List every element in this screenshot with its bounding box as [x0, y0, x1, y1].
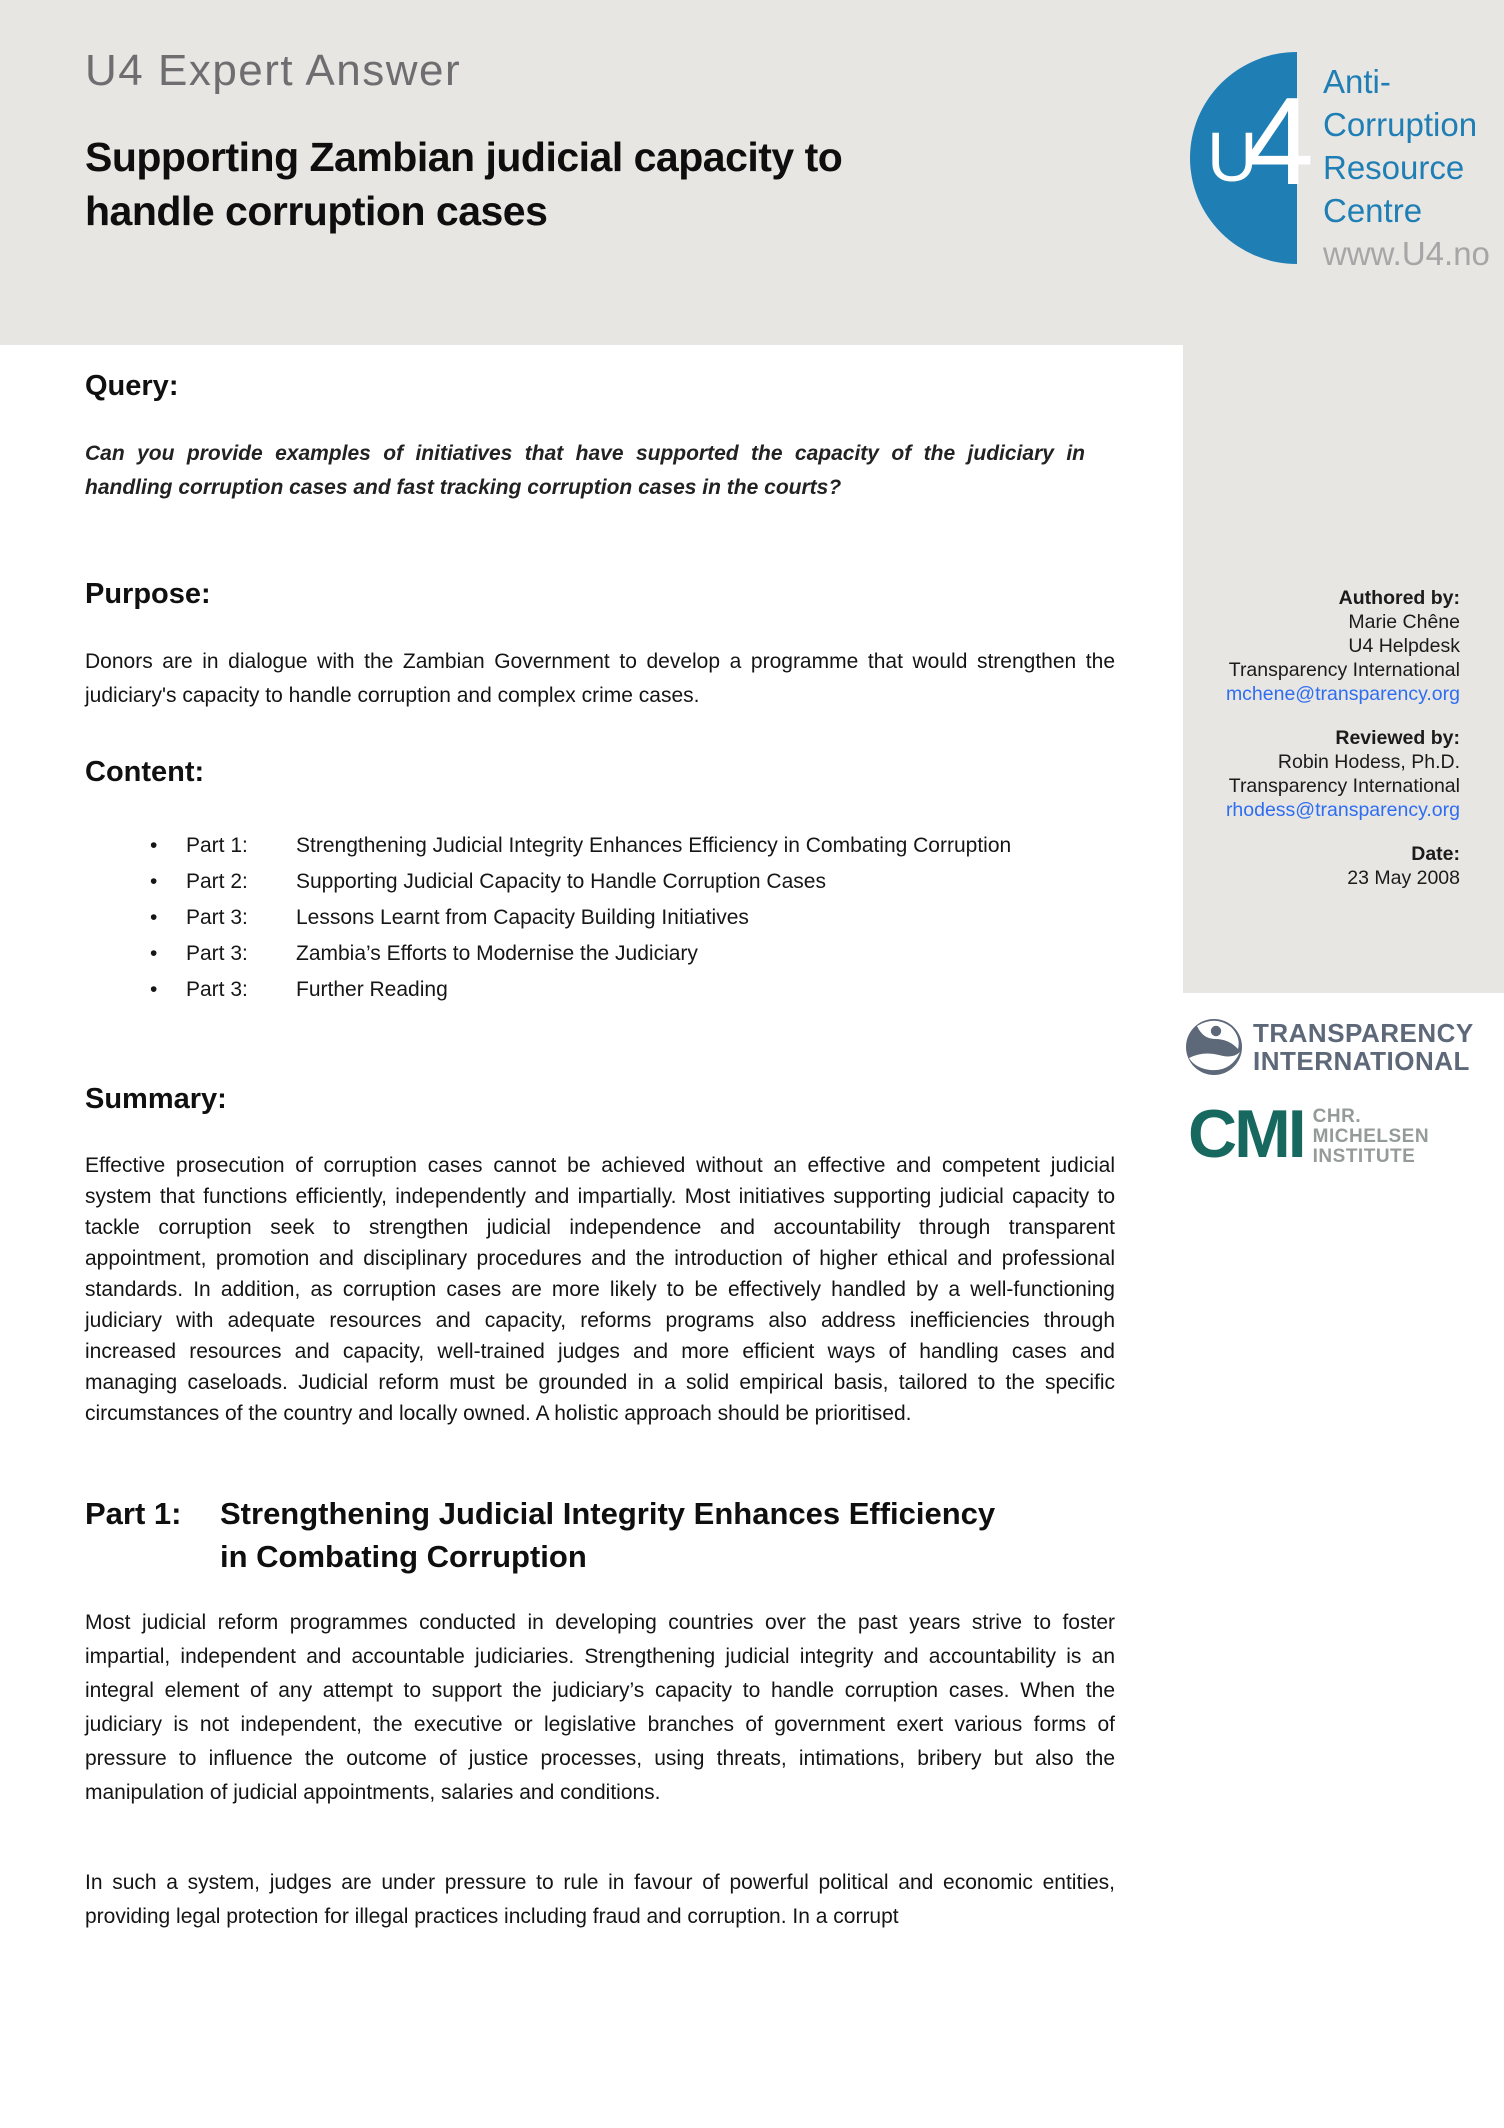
- u4-website-link[interactable]: www.U4.no: [1323, 235, 1490, 272]
- u4-logo-disc-icon: [1190, 52, 1314, 264]
- page-title-line2: handle corruption cases: [85, 188, 548, 234]
- list-item-label: Part 2:: [186, 870, 248, 893]
- date-value: 23 May 2008: [1347, 867, 1460, 889]
- author-org2: Transparency International: [1228, 659, 1460, 681]
- list-item: [150, 972, 1036, 1008]
- bullet-icon: •: [150, 906, 158, 929]
- document-meta: [1226, 586, 1460, 910]
- list-item-text: Lessons Learnt from Capacity Building Initiatives: [296, 906, 749, 929]
- ti-globe-icon: [1185, 1018, 1243, 1076]
- reviewer-email-link[interactable]: rhodess@transparency.org: [1225, 799, 1460, 821]
- date-block: [1226, 842, 1460, 890]
- reviewed-by-block: [1226, 726, 1460, 822]
- authored-by-block: [1226, 586, 1460, 706]
- brand-wordmark: U4 Expert Answer: [85, 46, 462, 95]
- reviewer-org: Transparency International: [1228, 775, 1460, 797]
- content-list: [150, 828, 1036, 1008]
- authored-by-label: Authored by:: [1338, 587, 1460, 609]
- list-item: [150, 864, 1036, 900]
- list-item: [150, 900, 1036, 936]
- summary-text: Effective prosecution of corruption cases cannot be achieved without an effective and competent judicial system that functions efficiently, independently and impartially. Most initiatives supporting judicial capacity to tackle corruption seek to strengthen judicial independence and accountability through transparent appointment, promotion and disciplinary procedures and the introduction of higher ethical and professional standards. In addition, as corruption cases are more likely to be effectively handled by a well-functioning judiciary with adequate resources and capacity, reforms programs also address inefficiencies through increased resources and capacity, well-trained judges and more efficient ways of handling cases and managing caseloads. Judicial reform must be grounded in a solid empirical basis, tailored to the specific circumstances of the country and locally owned. A holistic approach should be prioritised.: [85, 1154, 1115, 1425]
- summary-heading: Summary:: [85, 1083, 227, 1115]
- query-heading: Query:: [85, 370, 179, 402]
- reviewed-by-label: Reviewed by:: [1335, 727, 1460, 749]
- query-text: Can you provide examples of initiatives that have supported the capacity of the judiciary in handling corruption cases and fast tracking corruption cases in the courts?: [85, 442, 1085, 499]
- list-item: [150, 828, 1036, 864]
- cmi-mark: CMI: [1188, 1096, 1304, 1172]
- cmi-line2: MICHELSEN: [1312, 1126, 1430, 1147]
- reviewer-name: Robin Hodess, Ph.D.: [1277, 751, 1460, 773]
- u4-logo-four: 4: [1245, 73, 1314, 211]
- u4-logo-u: U: [1207, 118, 1258, 196]
- author-email-link[interactable]: mchene@transparency.org: [1225, 683, 1460, 705]
- transparency-international-logo: [1185, 1018, 1474, 1076]
- ti-line2: INTERNATIONAL: [1253, 1046, 1470, 1076]
- list-item-text: Further Reading: [296, 978, 448, 1001]
- bullet-icon: •: [150, 942, 158, 965]
- purpose-text: Donors are in dialogue with the Zambian Government to develop a programme that would strengthen the judiciary's capacity to handle corruption and complex crime cases.: [85, 650, 1115, 707]
- author-org1: U4 Helpdesk: [1348, 635, 1460, 657]
- part1-paragraph-2: In such a system, judges are under pressure to rule in favour of powerful political and economic entities, providing legal protection for illegal practices including fraud and corruption. In a corrupt: [85, 1871, 1115, 1928]
- author-name: Marie Chêne: [1348, 611, 1460, 633]
- list-item-label: Part 3:: [186, 906, 248, 929]
- bullet-icon: •: [150, 834, 158, 857]
- list-item-text: Zambia’s Efforts to Modernise the Judiciary: [296, 942, 698, 965]
- page-title-line1: Supporting Zambian judicial capacity to: [85, 134, 843, 180]
- list-item-label: Part 3:: [186, 978, 248, 1001]
- part1-heading: [85, 1492, 1020, 1578]
- cmi-logo: [1188, 1098, 1429, 1170]
- part1-heading-label: Part 1:: [85, 1496, 182, 1531]
- content-heading: Content:: [85, 756, 205, 788]
- u4-org-line: Resource: [1323, 149, 1465, 186]
- purpose-heading: Purpose:: [85, 578, 211, 610]
- list-item-text: Supporting Judicial Capacity to Handle Corruption Cases: [296, 870, 826, 893]
- ti-wordmark: [1253, 1019, 1474, 1075]
- ti-line1: TRANSPARENCY: [1253, 1018, 1474, 1048]
- page-title: [85, 130, 842, 238]
- list-item-label: Part 1:: [186, 834, 248, 857]
- cmi-line1: CHR.: [1312, 1106, 1362, 1127]
- u4-org-line: Anti-: [1323, 63, 1391, 100]
- list-item: [150, 936, 1036, 972]
- u4-logo: [1190, 52, 1490, 272]
- list-item-text: Strengthening Judicial Integrity Enhances Efficiency in Combating Corruption: [296, 834, 1012, 857]
- u4-org-line: Centre: [1323, 192, 1423, 229]
- bullet-icon: •: [150, 870, 158, 893]
- u4-logo-orgname: [1323, 60, 1490, 275]
- part1-heading-text: Strengthening Judicial Integrity Enhances Efficiency in Combating Corruption: [220, 1496, 996, 1574]
- cmi-wordmark: [1313, 1107, 1429, 1170]
- bullet-icon: •: [150, 978, 158, 1001]
- part1-paragraph-1: Most judicial reform programmes conducted in developing countries over the past years strive to foster impartial, independent and accountable judiciaries. Strengthening judicial integrity and accountability is an integral element of any attempt to support the judiciary’s capacity to handle corruption cases. When the judiciary is not independent, the executive or legislative branches of government exert various forms of pressure to influence the outcome of justice processes, using threats, intimations, bribery but also the manipulation of judicial appointments, salaries and conditions.: [85, 1611, 1115, 1804]
- u4-org-line: Corruption: [1323, 106, 1478, 143]
- date-label: Date:: [1411, 843, 1460, 865]
- list-item-label: Part 3:: [186, 942, 248, 965]
- cmi-line3: INSTITUTE: [1312, 1146, 1416, 1167]
